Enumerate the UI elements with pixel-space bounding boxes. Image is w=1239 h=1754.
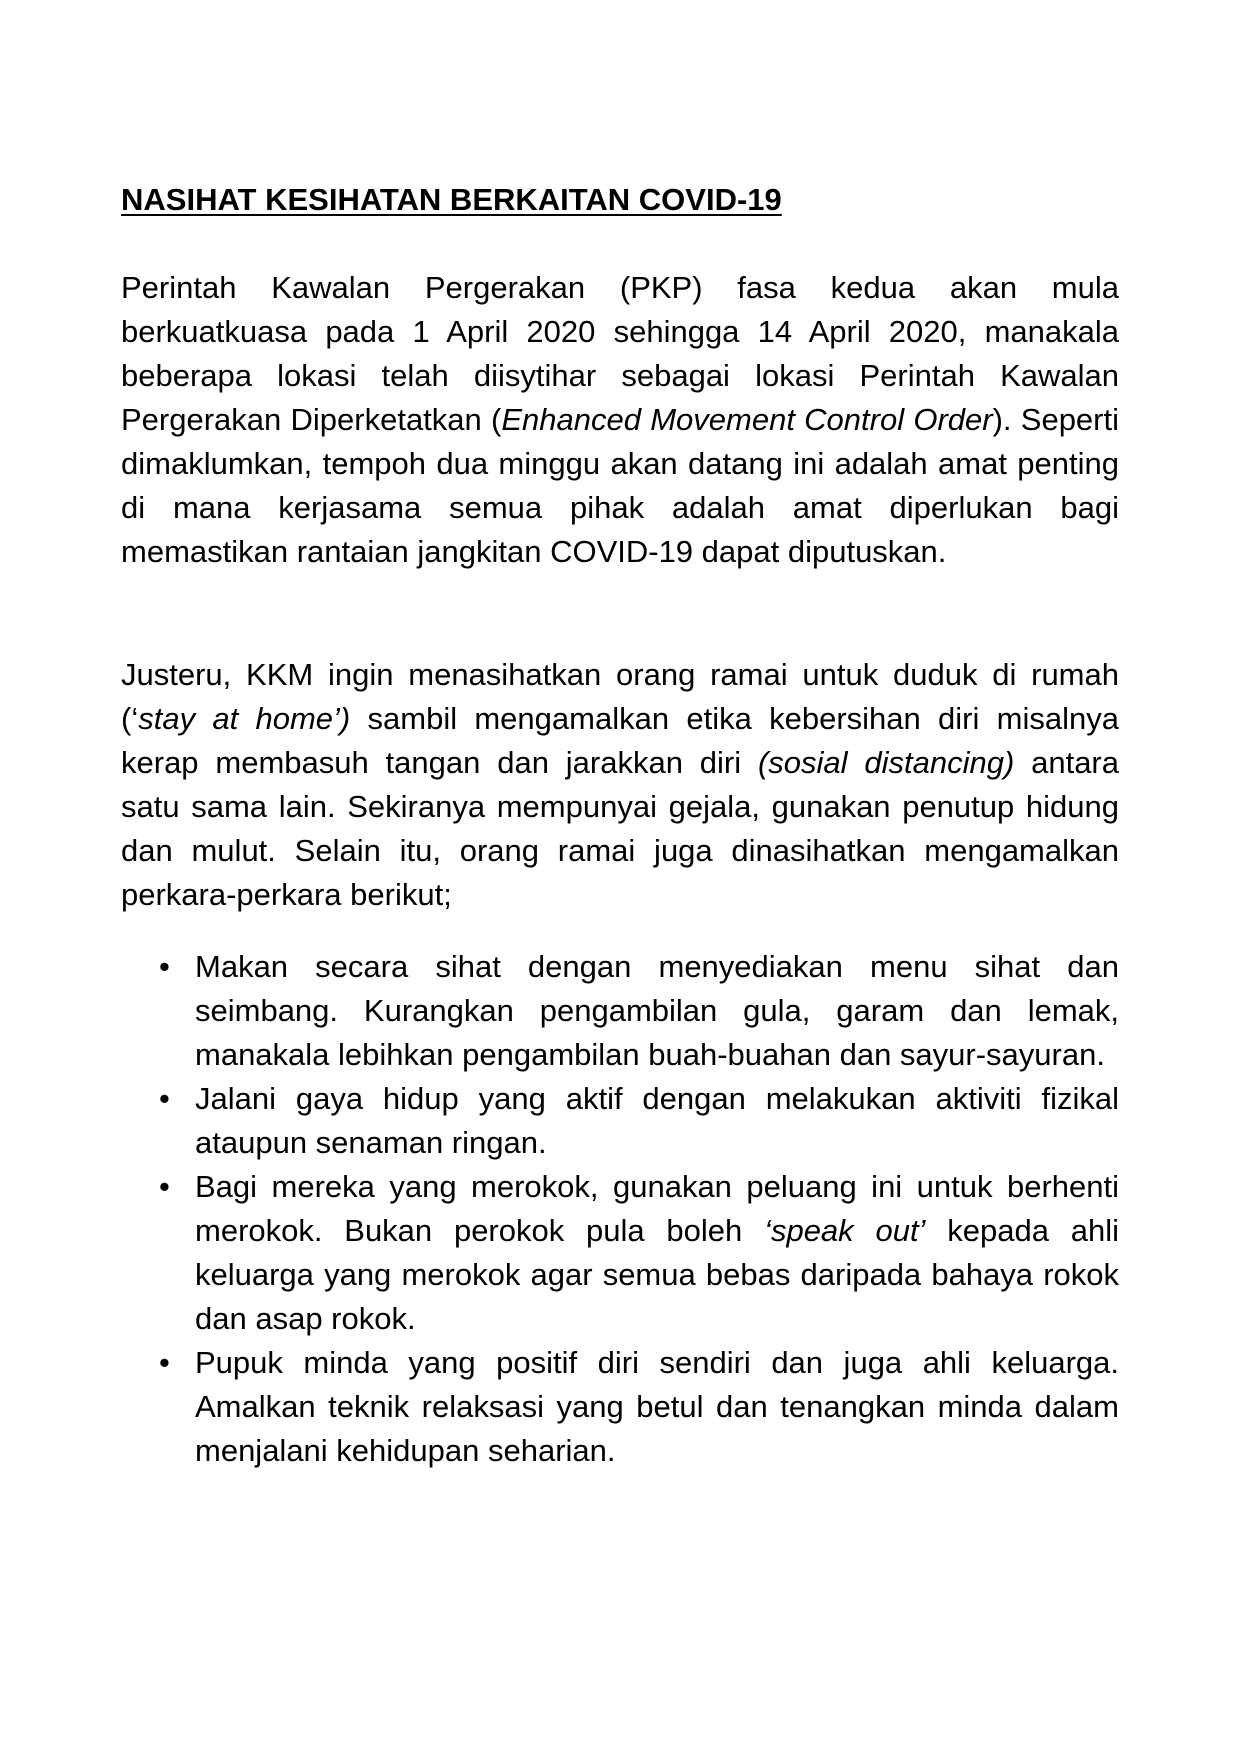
paragraph-pkp-text-2: ). Seperti dimaklumkan, tempoh dua minggu akan datang ini adalah amat penting di mana kerjasama semua pihak adalah amat diperlukan bagi memastikan rantaian jangkitan COVID-19 dapat diputuskan. bbox=[121, 402, 1119, 569]
list-item-text: Pupuk minda yang positif diri sendiri dan juga ahli keluarga. Amalkan teknik relaksasi yang betul dan tenangkan minda dalam menjalani kehidupan seharian. bbox=[195, 1345, 1119, 1468]
bullet-icon: • bbox=[159, 1169, 170, 1204]
bullet-icon: • bbox=[159, 1081, 170, 1116]
list-item-text: Jalani gaya hidup yang aktif dengan melakukan aktiviti fizikal ataupun senaman ringan. bbox=[195, 1081, 1119, 1160]
paragraph-pkp bbox=[121, 266, 1119, 574]
paragraph-advice-text-1: Justeru, KKM ingin menasihatkan orang ramai untuk duduk di rumah (‘ bbox=[121, 657, 1119, 736]
list-item-text-1: Bagi mereka yang merokok, gunakan peluang ini untuk berhenti merokok. Bukan perokok pula boleh bbox=[195, 1169, 1119, 1248]
bullet-icon: • bbox=[159, 949, 170, 984]
document-title: NASIHAT KESIHATAN BERKAITAN COVID-19 bbox=[121, 182, 782, 217]
list-item-text-2: kepada ahli keluarga yang merokok agar semua bebas daripada bahaya rokok dan asap rokok. bbox=[195, 1213, 1119, 1336]
paragraph-advice-emphasis-2: (sosial distancing) bbox=[757, 745, 1015, 780]
advice-list bbox=[121, 945, 1119, 1473]
list-item bbox=[121, 1341, 1119, 1473]
paragraph-advice-emphasis-1: stay at home’) bbox=[138, 701, 351, 736]
paragraph-pkp-text-1: Perintah Kawalan Pergerakan (PKP) fasa kedua akan mula berkuatkuasa pada 1 April 2020 sehingga 14 April 2020, manakala beberapa lokasi telah diisytihar sebagai lokasi Perintah Kawalan Pergerakan Diperketatkan ( bbox=[121, 270, 1119, 437]
list-item-emphasis: ‘speak out’ bbox=[764, 1213, 926, 1248]
bullet-icon: • bbox=[159, 1345, 170, 1380]
paragraph-advice-text-2: sambil mengamalkan etika kebersihan diri misalnya kerap membasuh tangan dan jarakkan diri bbox=[121, 701, 1119, 780]
paragraph-advice bbox=[121, 653, 1119, 917]
list-item bbox=[121, 1077, 1119, 1165]
list-item bbox=[121, 945, 1119, 1077]
paragraph-advice-text-3: antara satu sama lain. Sekiranya mempunyai gejala, gunakan penutup hidung dan mulut. Selain itu, orang ramai juga dinasihatkan mengamalkan perkara-perkara berikut; bbox=[121, 745, 1119, 912]
list-item bbox=[121, 1165, 1119, 1341]
document-page bbox=[121, 180, 1119, 1473]
paragraph-pkp-emphasis: Enhanced Movement Control Order bbox=[501, 402, 993, 437]
list-item-text: Makan secara sihat dengan menyediakan menu sihat dan seimbang. Kurangkan pengambilan gula, garam dan lemak, manakala lebihkan pengambilan buah-buahan dan sayur-sayuran. bbox=[195, 949, 1119, 1072]
